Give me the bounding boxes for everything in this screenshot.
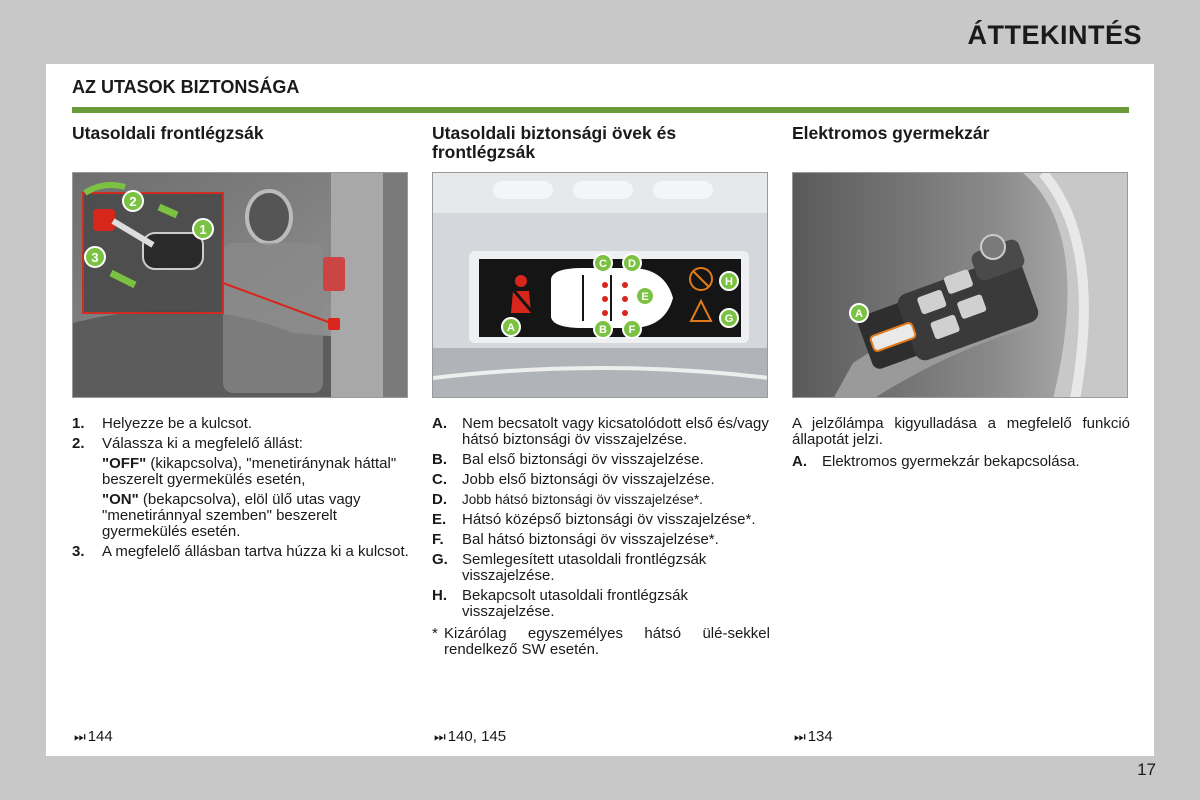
- list-item: C. Jobb első biztonsági öv visszajelzése.: [432, 471, 715, 488]
- callout-g: [720, 309, 738, 327]
- callout-b: [594, 320, 612, 338]
- svg-text:E: E: [641, 291, 649, 303]
- skip-forward-icon: ⏭: [794, 729, 804, 744]
- page-content: [46, 64, 1154, 756]
- callout-d: [623, 254, 641, 272]
- page-header-title: ÁTTEKINTÉS: [967, 20, 1142, 50]
- list-item: B. Bal első biztonsági öv visszajelzése.: [432, 451, 704, 468]
- on-option: "ON" (bekapcsolva), elöl ülő utas vagy "menetiránnyal szemben" beszerelt gyermekülés esetén.: [102, 491, 361, 540]
- list-item: F. Bal hátsó biztonsági öv visszajelzése*.: [432, 531, 719, 548]
- list-item: G. Semlegesített utasoldali frontlégzsák visszajelzése.: [432, 551, 707, 584]
- seatbelt-display-illustration: [432, 172, 768, 398]
- svg-text:C: C: [599, 258, 607, 270]
- section-title: AZ UTASOK BIZTONSÁGA: [72, 77, 300, 97]
- callout-f: [623, 320, 641, 338]
- svg-text:A: A: [855, 308, 863, 320]
- svg-text:D: D: [628, 258, 636, 270]
- svg-text:B: B: [599, 324, 607, 336]
- svg-text:A: A: [507, 322, 515, 334]
- child-lock-text: [792, 416, 1130, 474]
- column-heading: Elektromos gyermekzár: [792, 123, 990, 143]
- list-item: D. Jobb hátsó biztonsági öv visszajelzése*.: [432, 491, 703, 508]
- column-heading: Utasoldali frontlégzsák: [72, 123, 264, 143]
- list-item: 3. A megfelelő állásban tartva húzza ki a kulcsot.: [72, 543, 409, 560]
- callout-1: [193, 219, 213, 239]
- list-item: 1. Helyezze be a kulcsot.: [72, 415, 253, 432]
- page-reference[interactable]: ⏭ 144: [74, 728, 113, 745]
- callout-2: [123, 191, 143, 211]
- svg-text:G: G: [724, 313, 734, 325]
- airbag-steps-list: [72, 416, 410, 564]
- list-item: H. Bekapcsolt utasoldali frontlégzsák visszajelzése.: [432, 587, 688, 620]
- callout-a: [850, 304, 868, 322]
- column-heading: Utasoldali biztonsági övek és frontlégzsák: [432, 123, 677, 162]
- list-item: 2. Válassza ki a megfelelő állást:: [72, 435, 303, 452]
- svg-text:3: 3: [91, 250, 99, 265]
- airbag-key-switch-illustration: [72, 172, 408, 398]
- list-item: A. Elektromos gyermekzár bekapcsolása.: [792, 453, 1080, 470]
- callout-3: [85, 247, 105, 267]
- intro-paragraph: A jelzőlámpa kigyulladása a megfelelő funkció állapotát jelzi.: [792, 415, 1130, 448]
- child-lock-switch-illustration: [792, 172, 1128, 398]
- list-item: A. Nem becsatolt vagy kicsatolódott első és/vagy hátsó biztonsági öv visszajelzése.: [432, 415, 769, 448]
- green-divider: [72, 107, 1129, 113]
- page-number: 17: [1137, 760, 1156, 779]
- svg-text:2: 2: [129, 194, 137, 209]
- callout-c: [594, 254, 612, 272]
- svg-text:F: F: [628, 324, 636, 336]
- svg-text:H: H: [725, 276, 733, 288]
- skip-forward-icon: ⏭: [74, 729, 84, 744]
- off-option: "OFF" (kikapcsolva), "menetiránynak háttal" beszerelt gyermekülés esetén,: [102, 455, 397, 488]
- column-child-lock: [792, 124, 1128, 168]
- callout-e: [636, 287, 654, 305]
- list-item: E. Hátsó középső biztonsági öv visszajelzése*.: [432, 511, 756, 528]
- footnote: * Kizárólag egyszemélyes hátsó ülé-sekkel rendelkező SW esetén.: [432, 625, 770, 658]
- seatbelt-indicators-list: [432, 416, 770, 658]
- page-reference[interactable]: ⏭ 134: [794, 728, 833, 745]
- svg-text:1: 1: [199, 222, 207, 237]
- callout-h: [720, 272, 738, 290]
- column-airbag: [72, 124, 408, 168]
- column-seatbelts: [432, 124, 768, 168]
- page-reference[interactable]: ⏭ 140, 145: [434, 728, 507, 745]
- skip-forward-icon: ⏭: [434, 729, 444, 744]
- callout-a: [502, 318, 520, 336]
